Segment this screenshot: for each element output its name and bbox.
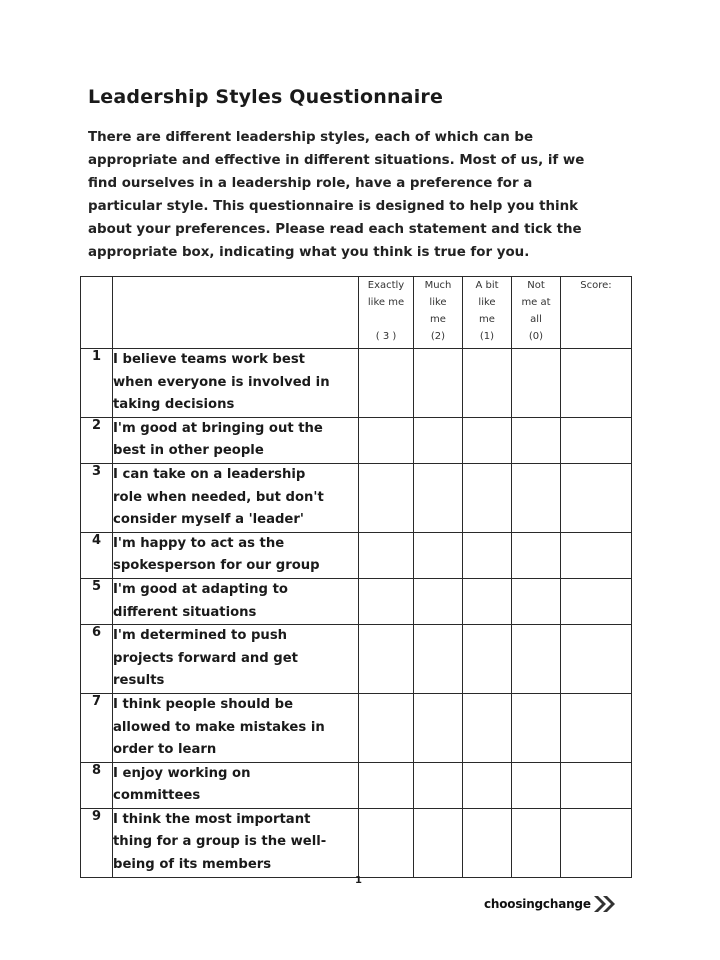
header-line: like (429, 297, 447, 308)
tick-box-much-like-me[interactable] (414, 578, 463, 624)
statement-cell (113, 808, 359, 877)
page-title: Leadership Styles Questionnaire (88, 86, 444, 108)
statement-line: when everyone is involved in (113, 374, 330, 390)
statement-line: thing for a group is the well- (113, 834, 327, 850)
intro-line: appropriate box, indicating what you think is true for you. (88, 245, 530, 260)
tick-box-exactly-like-me[interactable] (359, 349, 414, 418)
tick-box-a-bit-like-me[interactable] (463, 463, 512, 532)
tick-box-exactly-like-me[interactable] (359, 463, 414, 532)
row-number: 6 (81, 625, 113, 694)
questionnaire-table (80, 276, 632, 878)
statement-cell (113, 463, 359, 532)
table-row (81, 808, 632, 877)
score-box[interactable] (561, 693, 632, 762)
header-line: me (479, 314, 495, 325)
intro-line: find ourselves in a leadership role, have a preference for a (88, 176, 533, 191)
statement-line: I enjoy working on (113, 765, 251, 781)
header-not-me-at-all (512, 277, 561, 349)
intro-line: There are different leadership styles, each of which can be (88, 130, 534, 145)
tick-box-not-me-at-all[interactable] (512, 808, 561, 877)
header-line: (1) (479, 331, 495, 342)
score-box[interactable] (561, 625, 632, 694)
row-number: 4 (81, 532, 113, 578)
statement-cell (113, 578, 359, 624)
tick-box-a-bit-like-me[interactable] (463, 349, 512, 418)
row-number: 7 (81, 693, 113, 762)
statement-line: taking decisions (113, 397, 235, 413)
tick-box-exactly-like-me[interactable] (359, 578, 414, 624)
table-row (81, 762, 632, 808)
statement-line: order to learn (113, 742, 217, 758)
row-number: 3 (81, 463, 113, 532)
tick-box-not-me-at-all[interactable] (512, 532, 561, 578)
statement-line: I can take on a leadership (113, 466, 306, 482)
table-row (81, 693, 632, 762)
choosingchange-logo (484, 893, 619, 915)
tick-box-a-bit-like-me[interactable] (463, 417, 512, 463)
statement-line: I'm good at adapting to (113, 581, 288, 597)
statement-line: being of its members (113, 857, 272, 873)
tick-box-a-bit-like-me[interactable] (463, 625, 512, 694)
tick-box-much-like-me[interactable] (414, 463, 463, 532)
header-line: Much (424, 280, 452, 291)
row-number: 1 (81, 349, 113, 418)
header-line: me (430, 314, 446, 325)
header-line: me at (521, 297, 551, 308)
tick-box-exactly-like-me[interactable] (359, 808, 414, 877)
score-box[interactable] (561, 532, 632, 578)
tick-box-not-me-at-all[interactable] (512, 625, 561, 694)
statement-line: role when needed, but don't (113, 489, 324, 505)
tick-box-exactly-like-me[interactable] (359, 532, 414, 578)
table-row (81, 625, 632, 694)
tick-box-much-like-me[interactable] (414, 625, 463, 694)
row-number: 2 (81, 417, 113, 463)
intro-line: appropriate and effective in different situations. Most of us, if we (88, 153, 585, 168)
table-row (81, 532, 632, 578)
tick-box-not-me-at-all[interactable] (512, 762, 561, 808)
score-box[interactable] (561, 578, 632, 624)
statement-line: I think the most important (113, 811, 311, 827)
statement-line: I'm happy to act as the (113, 535, 285, 551)
header-line: Score: (580, 280, 612, 291)
score-box[interactable] (561, 463, 632, 532)
header-line: A bit (475, 280, 499, 291)
header-line: (0) (528, 331, 544, 342)
score-box[interactable] (561, 349, 632, 418)
header-line: Not (527, 280, 545, 291)
tick-box-a-bit-like-me[interactable] (463, 578, 512, 624)
score-box[interactable] (561, 762, 632, 808)
tick-box-a-bit-like-me[interactable] (463, 693, 512, 762)
header-statement-cell (113, 277, 359, 349)
statement-line: consider myself a 'leader' (113, 512, 304, 528)
tick-box-not-me-at-all[interactable] (512, 578, 561, 624)
header-number-cell (81, 277, 113, 349)
header-line: like me (367, 297, 405, 308)
tick-box-not-me-at-all[interactable] (512, 349, 561, 418)
statement-line: committees (113, 788, 201, 804)
row-number: 5 (81, 578, 113, 624)
header-line (359, 311, 413, 328)
statement-line: best in other people (113, 443, 264, 459)
statement-cell (113, 693, 359, 762)
statement-cell (113, 762, 359, 808)
statement-cell (113, 417, 359, 463)
tick-box-exactly-like-me[interactable] (359, 417, 414, 463)
statement-cell (113, 625, 359, 694)
row-number: 8 (81, 762, 113, 808)
header-score (561, 277, 632, 349)
header-line: ( 3 ) (375, 331, 397, 342)
row-number: 9 (81, 808, 113, 877)
table-row (81, 349, 632, 418)
table-row (81, 578, 632, 624)
header-line: all (530, 314, 542, 325)
header-much-like-me (414, 277, 463, 349)
statement-line: I think people should be (113, 696, 294, 712)
tick-box-a-bit-like-me[interactable] (463, 762, 512, 808)
tick-box-much-like-me[interactable] (414, 762, 463, 808)
intro-paragraph (88, 126, 618, 264)
table-header-row (81, 277, 632, 349)
tick-box-much-like-me[interactable] (414, 532, 463, 578)
tick-box-exactly-like-me[interactable] (359, 762, 414, 808)
tick-box-much-like-me[interactable] (414, 693, 463, 762)
tick-box-much-like-me[interactable] (414, 808, 463, 877)
tick-box-not-me-at-all[interactable] (512, 463, 561, 532)
intro-line: about your preferences. Please read each statement and tick the (88, 222, 582, 237)
statement-line: I believe teams work best (113, 352, 305, 367)
statement-line: I'm good at bringing out the (113, 420, 323, 436)
header-line: Exactly (367, 280, 405, 291)
table-row (81, 463, 632, 532)
statement-cell (113, 349, 359, 418)
statement-line: different situations (113, 604, 257, 620)
tick-box-exactly-like-me[interactable] (359, 625, 414, 694)
tick-box-much-like-me[interactable] (414, 349, 463, 418)
double-arrow-icon (593, 894, 619, 914)
tick-box-a-bit-like-me[interactable] (463, 532, 512, 578)
table-row (81, 417, 632, 463)
intro-line: particular style. This questionnaire is designed to help you think (88, 199, 579, 214)
statement-line: results (113, 673, 165, 689)
logo-text: choosingchange (484, 897, 591, 911)
header-line: like (478, 297, 496, 308)
score-box[interactable] (561, 417, 632, 463)
tick-box-a-bit-like-me[interactable] (463, 808, 512, 877)
header-exactly-like-me (359, 277, 414, 349)
header-a-bit-like-me (463, 277, 512, 349)
tick-box-much-like-me[interactable] (414, 417, 463, 463)
statement-line: spokesperson for our group (113, 558, 320, 574)
page-number: 1 (355, 875, 362, 886)
statement-line: I'm determined to push (113, 628, 288, 644)
score-box[interactable] (561, 808, 632, 877)
tick-box-not-me-at-all[interactable] (512, 693, 561, 762)
tick-box-not-me-at-all[interactable] (512, 417, 561, 463)
statement-cell (113, 532, 359, 578)
tick-box-exactly-like-me[interactable] (359, 693, 414, 762)
statement-line: allowed to make mistakes in (113, 719, 325, 735)
statement-line: projects forward and get (113, 650, 298, 666)
header-line: (2) (430, 331, 446, 342)
